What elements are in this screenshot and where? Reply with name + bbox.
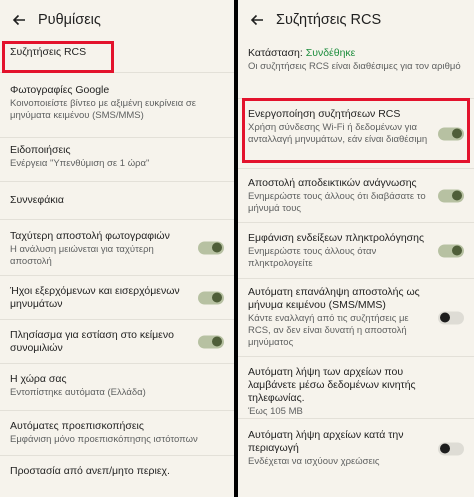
toggle-knob	[212, 243, 222, 253]
item-subtitle: Χρήση σύνδεσης Wi-Fi ή δεδομένων για ανταλλαγή μηνυμάτων, εάν είναι διαθέσιμη	[248, 122, 428, 145]
item-subtitle: Εμφάνιση μόνο προεπισκόπησης ιστότοπων	[10, 434, 198, 445]
item-subtitle: Κοινοποιείστε βίντεο με αξιμένη ευκρίνεια σε μηνύματα κειμένου (SMS/MMS)	[10, 98, 197, 121]
item-subtitle: Κάντε εναλλαγή από τις συζητήσεις με RCS, αν δεν είναι δυνατή η αποστολή μηνύματος	[248, 313, 409, 348]
settings-top-bar	[0, 0, 234, 40]
toggle-knob	[452, 191, 462, 201]
item-subtitle: Ενέργεια "Υπενθύμιση σε 1 ώρα"	[10, 158, 150, 169]
settings-item-rcs-chats[interactable]	[0, 40, 234, 72]
settings-item-fast-photo-send[interactable]	[0, 219, 234, 275]
fast-photo-send-toggle[interactable]	[198, 241, 224, 254]
item-subtitle: Εντοπίστηκε αυτόματα (Ελλάδα)	[10, 387, 146, 398]
item-subtitle: Ενημερώστε τους άλλους όταν πληκτρολογείτε	[248, 246, 377, 269]
status-label: Κατάσταση:	[248, 47, 306, 59]
roaming-download-toggle[interactable]	[438, 442, 464, 455]
read-receipts-toggle[interactable]	[438, 189, 464, 202]
settings-item-auto-previews[interactable]	[0, 410, 234, 455]
item-title: Φωτογραφίες Google	[10, 84, 110, 96]
item-title: Η χώρα σας	[10, 373, 67, 385]
item-title: Προστασία από ανεπ/μητο περιεχ.	[10, 465, 170, 477]
arrow-left-icon[interactable]	[250, 12, 266, 28]
item-title: Αυτόματες προεπισκοπήσεις	[10, 420, 144, 432]
rcs-item-typing-indicators[interactable]	[238, 222, 474, 278]
item-title: Αποστολή αποδεικτικών ανάγνωσης	[248, 177, 417, 189]
rcs-chats-panel	[238, 0, 474, 497]
page-title: Ρυθμίσεις	[38, 12, 101, 28]
item-title: Πλησίασμα για εστίαση στο κείμενο συνομιλιών	[10, 329, 174, 354]
item-title: Συζητήσεις RCS	[10, 46, 87, 58]
item-subtitle: Η ανάλυση μειώνεται για ταχύτερη αποστολή	[10, 244, 154, 267]
settings-item-content-protection[interactable]	[0, 455, 234, 497]
message-sounds-toggle[interactable]	[198, 291, 224, 304]
rcs-item-auto-download-roaming[interactable]	[238, 418, 474, 478]
rcs-item-auto-download-mobile[interactable]	[238, 356, 474, 418]
status-value: Συνδέθηκε	[305, 47, 356, 59]
rcs-top-bar	[238, 0, 474, 40]
status-line	[248, 47, 464, 60]
settings-item-bubbles[interactable]	[0, 181, 234, 219]
item-title: Αυτόματη λήψη αρχείων κατά την περιαγωγή	[248, 429, 404, 454]
item-title: Ταχύτερη αποστολή φωτογραφιών	[10, 230, 170, 242]
rcs-item-read-receipts[interactable]	[238, 168, 474, 222]
settings-item-country[interactable]	[0, 363, 234, 410]
sms-fallback-toggle[interactable]	[438, 311, 464, 324]
status-subtitle: Οι συζητήσεις RCS είναι διαθέσιμες για τον αριθμό	[248, 61, 461, 72]
settings-panel	[0, 0, 234, 497]
item-title: Αυτόματη επανάληψη αποστολής ως μήνυμα κειμένου (SMS/MMS)	[248, 286, 420, 311]
typing-indicators-toggle[interactable]	[438, 244, 464, 257]
settings-item-notifications[interactable]	[0, 137, 234, 181]
toggle-knob	[440, 313, 450, 323]
toggle-knob	[212, 293, 222, 303]
rcs-status	[238, 40, 474, 98]
toggle-knob	[440, 444, 450, 454]
item-subtitle: Ενημερώστε τους άλλους ότι διαβάσατε το μήνυμά τους	[248, 191, 426, 214]
toggle-knob	[212, 337, 222, 347]
item-title: Ειδοποιήσεις	[10, 144, 71, 156]
settings-item-message-sounds[interactable]	[0, 275, 234, 319]
rcs-item-enable[interactable]	[238, 98, 474, 168]
pinch-zoom-toggle[interactable]	[198, 335, 224, 348]
item-title: Ήχοι εξερχόμενων και εισερχόμενων μηνυμάτων	[10, 285, 180, 310]
rcs-item-sms-fallback[interactable]	[238, 278, 474, 356]
page-title: Συζητήσεις RCS	[276, 12, 382, 28]
item-subtitle: Ενδέχεται να ισχύουν χρεώσεις	[248, 456, 380, 467]
item-title: Εμφάνιση ενδείξεων πληκτρολόγησης	[248, 232, 425, 244]
toggle-knob	[452, 129, 462, 139]
item-title: Αυτόματη λήψη των αρχείων που λαμβάνετε μέσω δεδομένων κινητής τηλεφωνίας.	[248, 366, 416, 404]
item-title: Συννεφάκια	[10, 194, 64, 206]
settings-item-google-photos[interactable]	[0, 72, 234, 137]
item-title: Ενεργοποίηση συζητήσεων RCS	[248, 108, 401, 120]
enable-rcs-toggle[interactable]	[438, 127, 464, 140]
item-subtitle: Έως 105 MB	[248, 406, 303, 417]
toggle-knob	[452, 246, 462, 256]
settings-item-pinch-zoom[interactable]	[0, 319, 234, 363]
arrow-left-icon[interactable]	[12, 12, 28, 28]
